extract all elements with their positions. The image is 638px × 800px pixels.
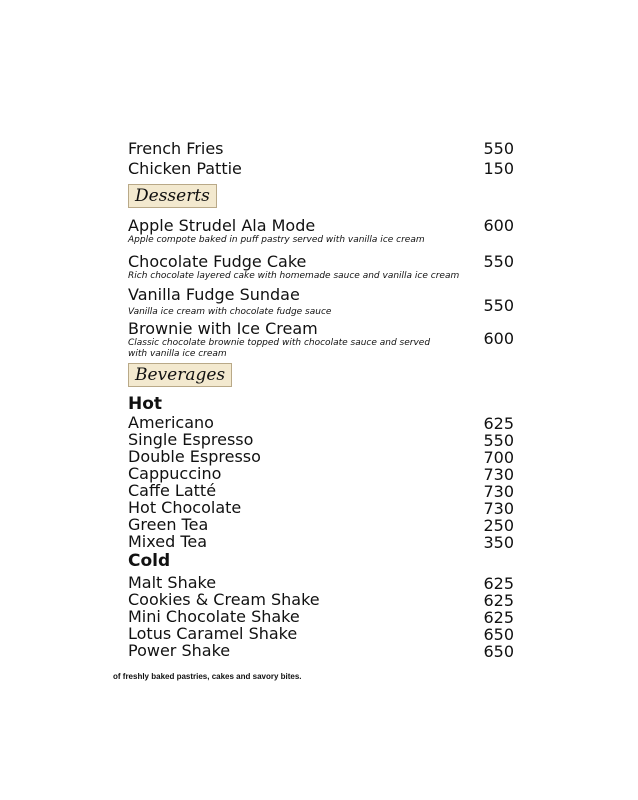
item-price: 730 (483, 482, 514, 501)
item-name: Caffe Latté (128, 481, 217, 500)
item-description: Vanilla ice cream with chocolate fudge sauce (128, 307, 332, 317)
item-name: Apple Strudel Ala Mode (128, 216, 316, 235)
item-price: 250 (483, 516, 514, 535)
menu-item-mixed-tea (128, 533, 514, 551)
item-name: Double Espresso (128, 447, 261, 466)
item-price: 600 (483, 329, 514, 348)
item-price: 150 (483, 159, 514, 178)
item-price: 625 (483, 608, 514, 627)
item-price: 625 (483, 414, 514, 433)
item-price: 650 (483, 642, 514, 661)
item-name: Lotus Caramel Shake (128, 624, 298, 643)
item-description: Apple compote baked in puff pastry served with vanilla ice cream (128, 235, 425, 245)
item-name: French Fries (128, 139, 224, 158)
item-name: Mixed Tea (128, 532, 208, 551)
item-price: 550 (483, 431, 514, 450)
item-price: 600 (483, 216, 514, 235)
menu-item-french-fries (128, 140, 514, 158)
item-name: Hot Chocolate (128, 498, 242, 517)
item-name: Mini Chocolate Shake (128, 607, 300, 626)
section-title-beverages: Beverages (128, 363, 232, 387)
item-name: Chicken Pattie (128, 159, 242, 178)
menu-item-power-shake (128, 642, 514, 660)
footer-note: of freshly baked pastries, cakes and savory bites. (113, 672, 302, 681)
subsection-title-hot: Hot (128, 394, 163, 414)
subsection-title-cold: Cold (128, 551, 171, 571)
section-title-desserts: Desserts (128, 184, 217, 208)
item-price: 730 (483, 499, 514, 518)
item-price: 550 (483, 296, 514, 315)
item-name: Cappuccino (128, 464, 222, 483)
item-price: 730 (483, 465, 514, 484)
item-price: 625 (483, 591, 514, 610)
menu-item-brownie-ice-cream (128, 320, 514, 360)
item-price: 700 (483, 448, 514, 467)
item-description: Rich chocolate layered cake with homemade sauce and vanilla ice cream (128, 271, 460, 281)
item-price: 350 (483, 533, 514, 552)
item-price: 625 (483, 574, 514, 593)
item-name: Americano (128, 413, 214, 432)
item-price: 550 (483, 139, 514, 158)
item-name: Brownie with Ice Cream (128, 319, 318, 338)
item-name: Cookies & Cream Shake (128, 590, 320, 609)
menu-item-chicken-pattie (128, 160, 514, 178)
item-name: Green Tea (128, 515, 209, 534)
item-price: 650 (483, 625, 514, 644)
item-name: Malt Shake (128, 573, 217, 592)
item-name: Power Shake (128, 641, 231, 660)
item-price: 550 (483, 252, 514, 271)
menu-item-apple-strudel (128, 217, 514, 246)
item-name: Vanilla Fudge Sundae (128, 285, 300, 304)
item-description: Classic chocolate brownie topped with chocolate sauce and served with vanilla ice cream (128, 338, 431, 359)
menu-item-vanilla-fudge-sundae (128, 286, 514, 318)
item-name: Chocolate Fudge Cake (128, 252, 307, 271)
menu-item-chocolate-fudge-cake (128, 253, 514, 282)
item-name: Single Espresso (128, 430, 254, 449)
